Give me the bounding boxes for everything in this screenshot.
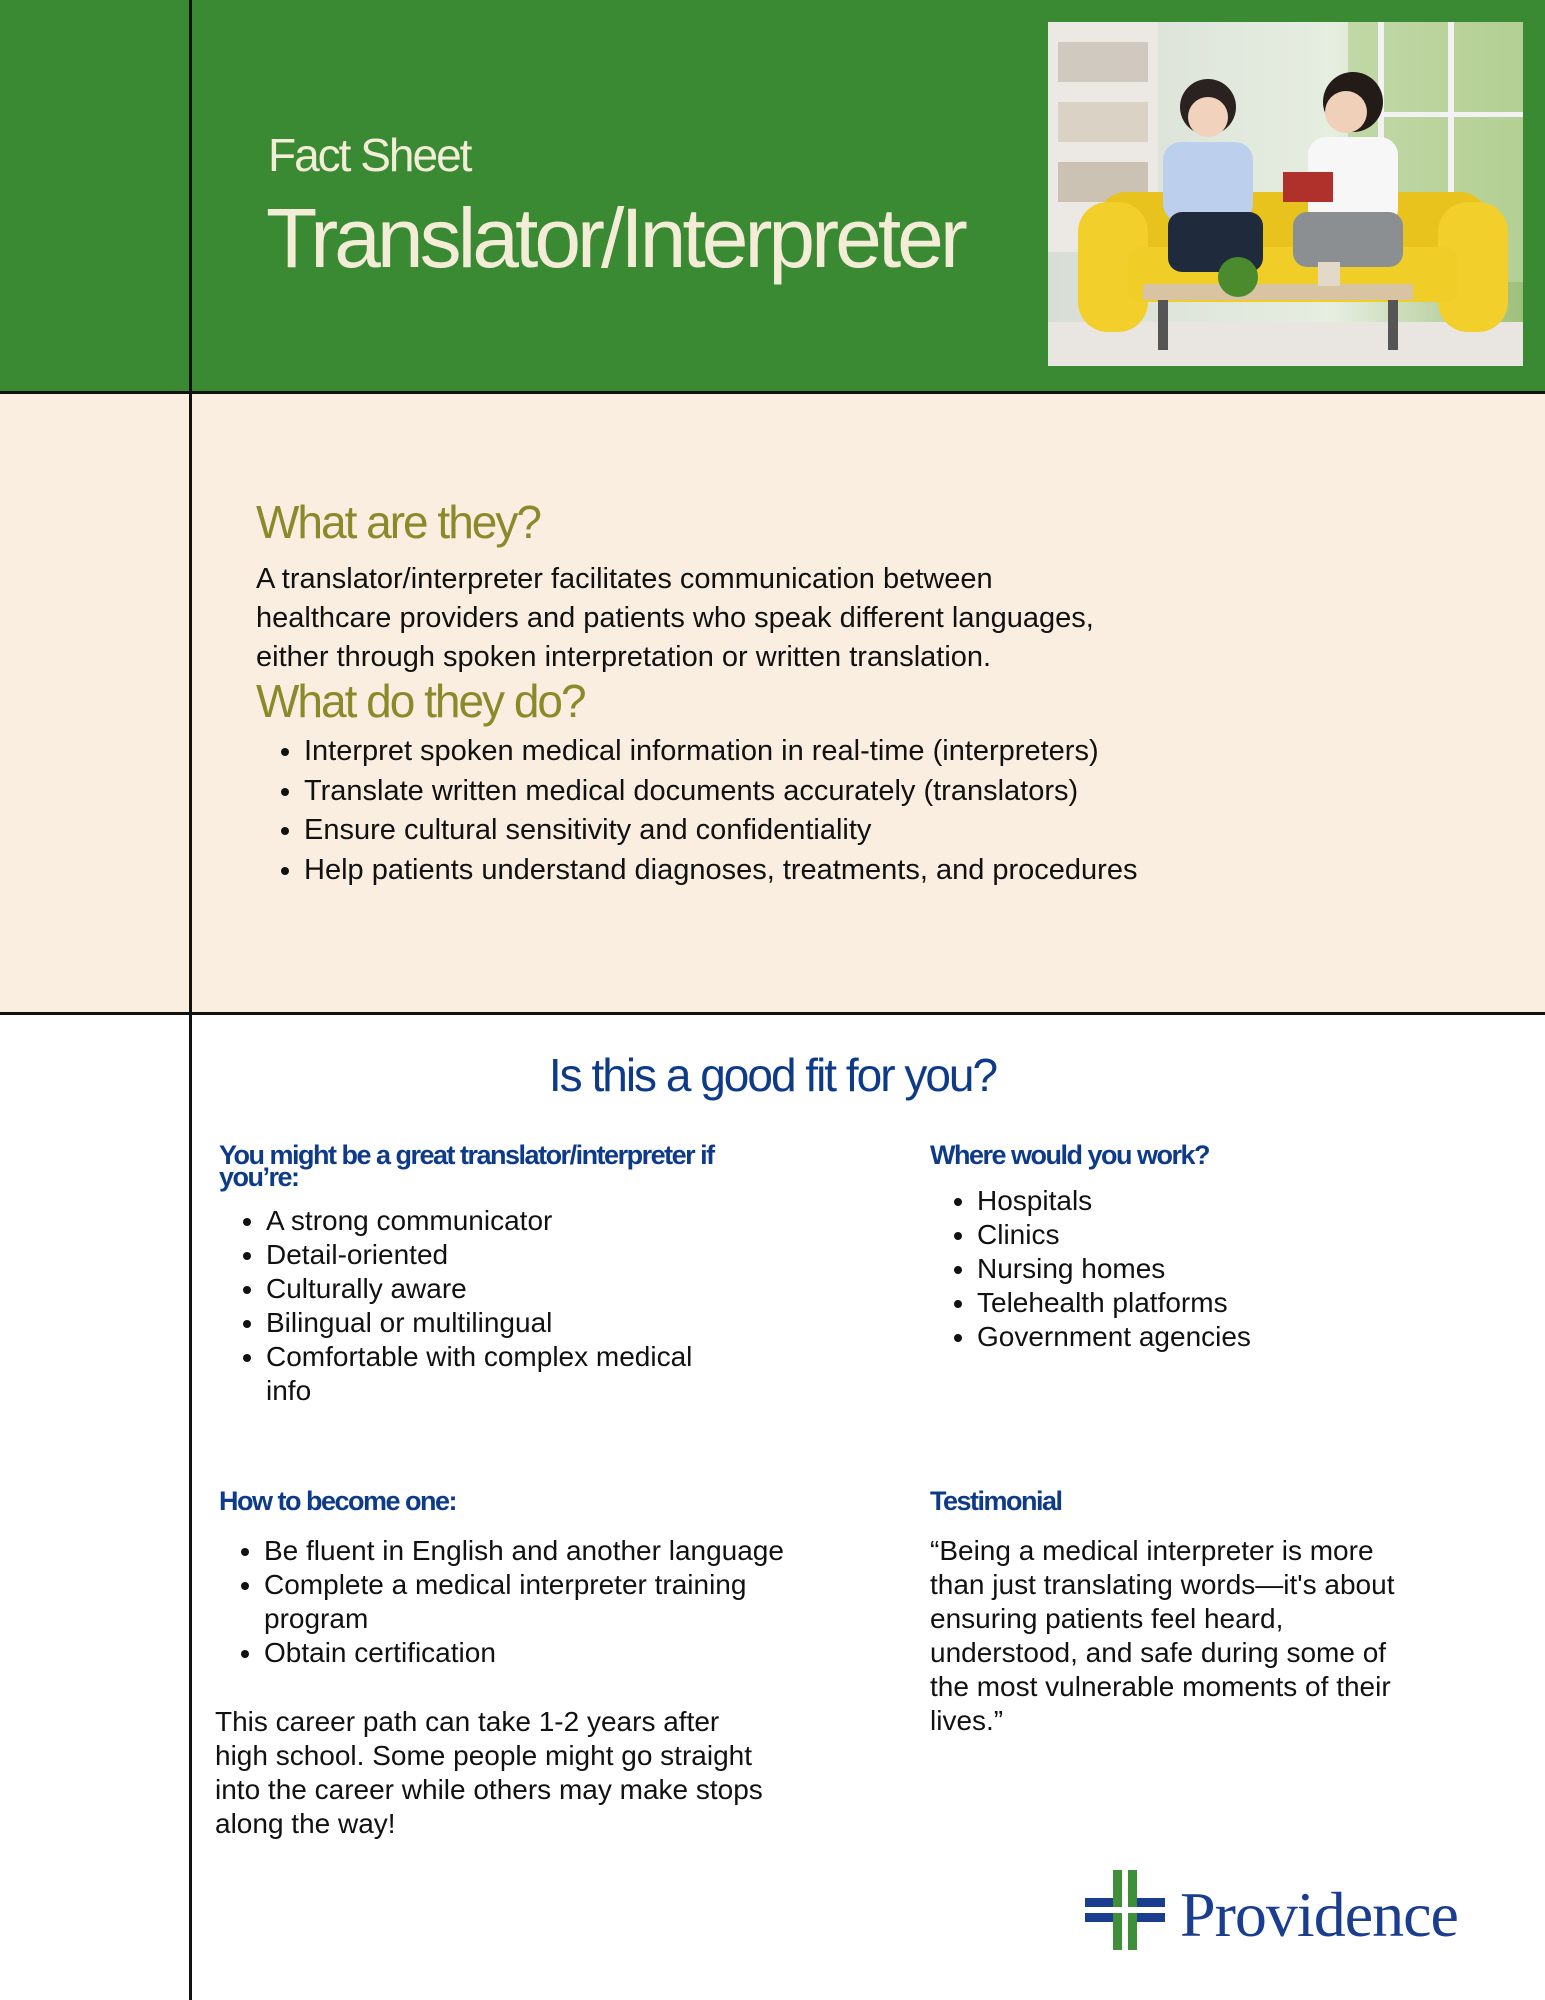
providence-cross-logo-icon: [1085, 1870, 1165, 1950]
text-line: ensuring patients feel heard,: [930, 1603, 1284, 1634]
list-item: • Hospitals: [977, 1184, 1251, 1218]
divider-top: [0, 391, 1545, 394]
list-item: • Be fluent in English and another language: [264, 1534, 784, 1568]
list-item: • Culturally aware: [266, 1272, 692, 1306]
fact-sheet-label: Fact Sheet: [268, 129, 471, 181]
qualities-heading: [219, 1140, 714, 1192]
list-item: • Government agencies: [977, 1320, 1251, 1354]
what-do-they-do-heading: What do they do?: [256, 675, 585, 727]
intro-section-background: [0, 394, 1545, 1013]
text-line: lives.”: [930, 1705, 1004, 1736]
divider-middle: [0, 1012, 1545, 1015]
text-line: than just translating words—it's about: [930, 1569, 1395, 1600]
list-item: • Detail-oriented: [266, 1238, 692, 1272]
list-item-continuation: info: [266, 1375, 312, 1406]
list-item: • Comfortable with complex medical: [266, 1340, 692, 1374]
list-item: • Nursing homes: [977, 1252, 1251, 1286]
text-line: the most vulnerable moments of their: [930, 1671, 1391, 1702]
heading-line: you’re:: [219, 1162, 299, 1192]
text-line: healthcare providers and patients who speak different languages,: [256, 602, 1094, 634]
text-line: along the way!: [215, 1808, 396, 1839]
career-path-text: [215, 1705, 763, 1841]
fit-heading: Is this a good fit for you?: [548, 1049, 997, 1101]
list-item: • Clinics: [977, 1218, 1251, 1252]
list-item-text: Complete a medical interpreter training: [264, 1569, 747, 1600]
become-heading: How to become one:: [219, 1486, 457, 1516]
heading-line: You might be a great translator/interpreter if: [219, 1140, 714, 1170]
list-item: • Help patients understand diagnoses, treatments, and procedures: [304, 851, 1137, 891]
list-item: • A strong communicator: [266, 1204, 692, 1238]
work-heading: Where would you work?: [930, 1140, 1210, 1170]
what-are-they-heading: What are they?: [256, 496, 540, 548]
photo-two-women-talking-icon: [1048, 22, 1523, 366]
page-title: Translator/Interpreter: [266, 191, 964, 285]
text-line: understood, and safe during some of: [930, 1637, 1387, 1668]
list-item: • Ensure cultural sensitivity and confidentiality: [304, 811, 1137, 851]
list-item: • Bilingual or multilingual: [266, 1306, 692, 1340]
list-item-text: program: [264, 1603, 369, 1634]
become-list: [218, 1534, 784, 1670]
providence-logo: Providence: [1180, 1879, 1458, 1950]
text-line: “Being a medical interpreter is more: [930, 1535, 1374, 1566]
testimonial-heading: Testimonial: [930, 1486, 1062, 1516]
list-item: • Obtain certification: [264, 1636, 784, 1670]
list-item: • Telehealth platforms: [977, 1286, 1251, 1320]
testimonial-text: [930, 1534, 1394, 1738]
duties-list: [256, 732, 1137, 890]
list-item: • Translate written medical documents accurately (translators): [304, 772, 1137, 812]
text-line: high school. Some people might go straight: [215, 1740, 752, 1771]
qualities-list: [220, 1204, 692, 1408]
text-line: into the career while others may make stops: [215, 1774, 763, 1805]
what-are-they-text: [256, 560, 1094, 677]
list-item: [264, 1568, 784, 1636]
text-line: A translator/interpreter facilitates communication between: [256, 563, 993, 595]
text-line: either through spoken interpretation or written translation.: [256, 641, 992, 673]
list-item: • Interpret spoken medical information in real-time (interpreters): [304, 732, 1137, 772]
vertical-divider: [189, 0, 192, 2000]
text-line: This career path can take 1-2 years after: [215, 1706, 720, 1737]
work-list: [931, 1184, 1251, 1354]
